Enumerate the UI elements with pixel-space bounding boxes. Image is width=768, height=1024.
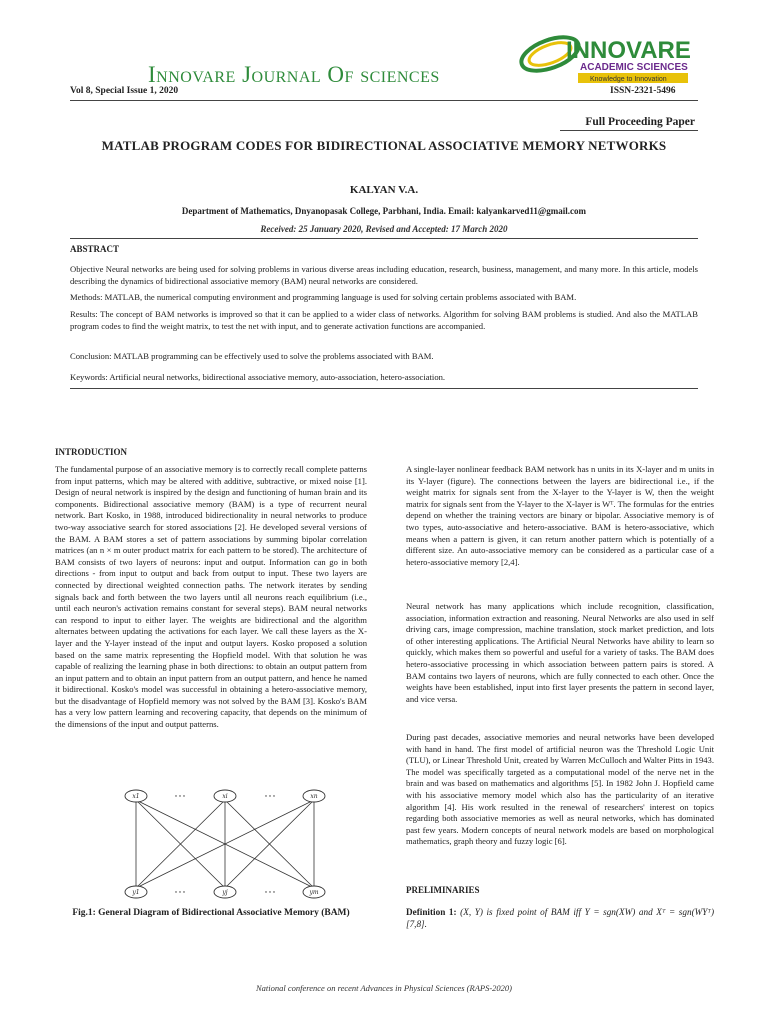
abstract-keywords: Keywords: Artificial neural networks, bidirectional associative memory, auto-association, hetero-association. [70,372,446,382]
author: KALYAN V.A. [349,184,419,196]
bam-diagram [118,784,332,904]
node-yj: yj [222,889,228,896]
paper-type: Full Proceeding Paper [585,116,695,128]
affiliation: Department of Mathematics, Dnyanopasak College, Parbhani, India. Email: kalyankarved11@gmail.com [181,206,587,216]
logo-tagline: Knowledge to Innovation [590,76,667,83]
definition-1 [406,907,714,930]
abstract-heading: ABSTRACT [70,244,120,254]
right-paragraph-3: During past decades, associative memories and neural networks have been developed with hand in hand. The first model of artificial neuron was the Threshold Logic Unit (TLU), or Linear Threshold Unit, created by Warren McCulloch and Walter Pitts in 1943. The model was specifically targeted as a computational model of the nerve net in the brain and was based on mathematics and algorithms [5]. In 1982 John J. Hopfield came with his associative memory model which also has the particularity of an iterative algorithm [4]. His work resulted in the renewal of researchers' interest on topics regarding both associative memories as well as neural networks, which has dominated past few years. Modern concepts of neural network models are based on morphological mathematics, graph theory and fuzzy logic [6]. [406,732,714,847]
abstract-rule [70,388,698,389]
issn: ISSN-2321-5496 [610,86,676,96]
node-ym: ym [309,889,319,896]
footer-conference: National conference on recent Advances in Physical Sciences (RAPS-2020) [255,983,513,993]
abstract-objective: Objective Neural networks are being used for solving problems in various diverse areas including education, research, business, management, and many more. In this article, models describing the dynamics of bidirectional associative memory (BAM) neural networks are considered. [70,264,698,286]
paper-title: MATLAB PROGRAM CODES FOR BIDIRECTIONAL ASSOCIATIVE MEMORY NETWORKS [101,138,667,153]
figure-caption: Fig.1: General Diagram of Bidirectional Associative Memory (BAM) [72,908,350,918]
volume-info: Vol 8, Special Issue 1, 2020 [70,86,179,96]
abstract-methods: Methods: MATLAB, the numerical computing environment and programming language is used for solving certain problems associated with BAM. [70,292,577,302]
definition-text: (X, Y) is fixed point of BAM iff Y = sgn(XW) and Xᵀ = sgn(WYᵀ) [7,8]. [406,907,715,929]
node-x1: x1 [132,793,140,800]
introduction-paragraph: The fundamental purpose of an associative memory is to correctly recall complete patterns from input patterns, which may be altered with additive, subtractive, or mixed noise [1]. Design of neural network is inspired by the design and functioning of human brain and its components. Bidirectional associative memory (BAM) is a type of recurrent neural network. Bart Kosko, in 1988, introduced bidirectionality in neural networks to produce two-way associative search for stored associations [2]. He developed several versions of the BAM. A BAM stores a set of pattern associations by summing bipolar correlation matrices (an n × m outer product matrix for each pattern to be stored). The architecture of BAM consists of two layers of neurons: input and output. Information can go in both directions - from input to output and back from output to input. These two layers are connected by directional weighted connection paths. The network iterates by sending signals back and forth between the two layers until all neurons reach equilibrium (i.e., until each neuron's activation remains constant for several steps). BAM neural networks can respond to input to either layer. The weights are bidirectional and the algorithm alternates between updating the activations for each layer. We call these layers as the X-layer and the Y-layer instead of the input and output layers. Kosko proposed a solution based on the same matrix representing the Hopfield model. With that solution he was capable of realizing the learning phase in both directions: to obtain an output pattern from an input pattern and to obtain an input pattern from an output pattern, and hence he named it bidirectional. Kosko's model was successful in obtaining a hetero-associative memory, but the disadvantage of Hopfield memory was not solved by the BAM [3]. Kosko's BAM has a very low pattern learning and recovering capacity, that depends on the minimum of the dimensions of the input and output patterns. [55,464,367,730]
title-rule [70,238,698,239]
preliminaries-heading: PRELIMINARIES [406,885,480,895]
node-xn: xn [310,793,318,800]
node-y1: y1 [132,889,140,896]
definition-label: Definition 1: [406,907,457,917]
abstract-conclusion: Conclusion: MATLAB programming can be effectively used to solve the problems associated with BAM. [70,351,434,361]
paper-type-rule [560,130,698,131]
journal-title: Innovare Journal Of sciences [148,62,440,87]
introduction-heading: INTRODUCTION [55,447,128,457]
logo-main-text: INNOVARE [566,37,691,64]
header-rule [70,100,698,101]
abstract-results: Results: The concept of BAM networks is improved so that it can be applied to a wider class of networks. Algorithm for solving BAM problems is studied. And also the MATLAB program codes to find the weight matrix, to test the net with input, and to generate activation functions are accompanied. [70,309,698,331]
right-paragraph-1: A single-layer nonlinear feedback BAM network has n units in its X-layer and m units in its Y-layer (figure). The connections between the layers are bidirectional i.e., if the weight matrix for signals sent from the X-layer to the Y-layer is W, then the weight matrix for signals sent from the Y-layer to the X-layer is Wᵀ. The formulas for the entries depend on whether the training vectors are binary or bipolar. Associative memory is of two types, auto-associative and hetero-associative. BAM is hetero-associative, which means when a pattern is given, it can return another pattern which is potentially of a different size. An auto-associative memory can be considered as a particular case of a hetero-associative memory [2,4]. [406,464,714,567]
right-paragraph-2: Neural network has many applications which include recognition, classification, association, information extraction and reasoning. Neural Networks are also used in self driving cars, image compression, machine translation, stock market prediction, and lots of other interesting applications. The Artificial Neural Networks have ability to learn so quickly, which makes them so powerful and useful for a variety of tasks. The BAM does hetero-associative processing in which association between pattern pairs is stored. A BAM contains two layers of neurons, which are fully connected to each other. Once the weights have been established, input into first layer presents the pattern in second layer, and vice versa. [406,601,714,704]
node-xi: xi [222,793,228,800]
innovare-logo [508,28,718,86]
logo-sub-text: ACADEMIC SCIENCES [580,62,688,73]
received-date: Received: 25 January 2020, Revised and Accepted: 17 March 2020 [260,224,508,234]
